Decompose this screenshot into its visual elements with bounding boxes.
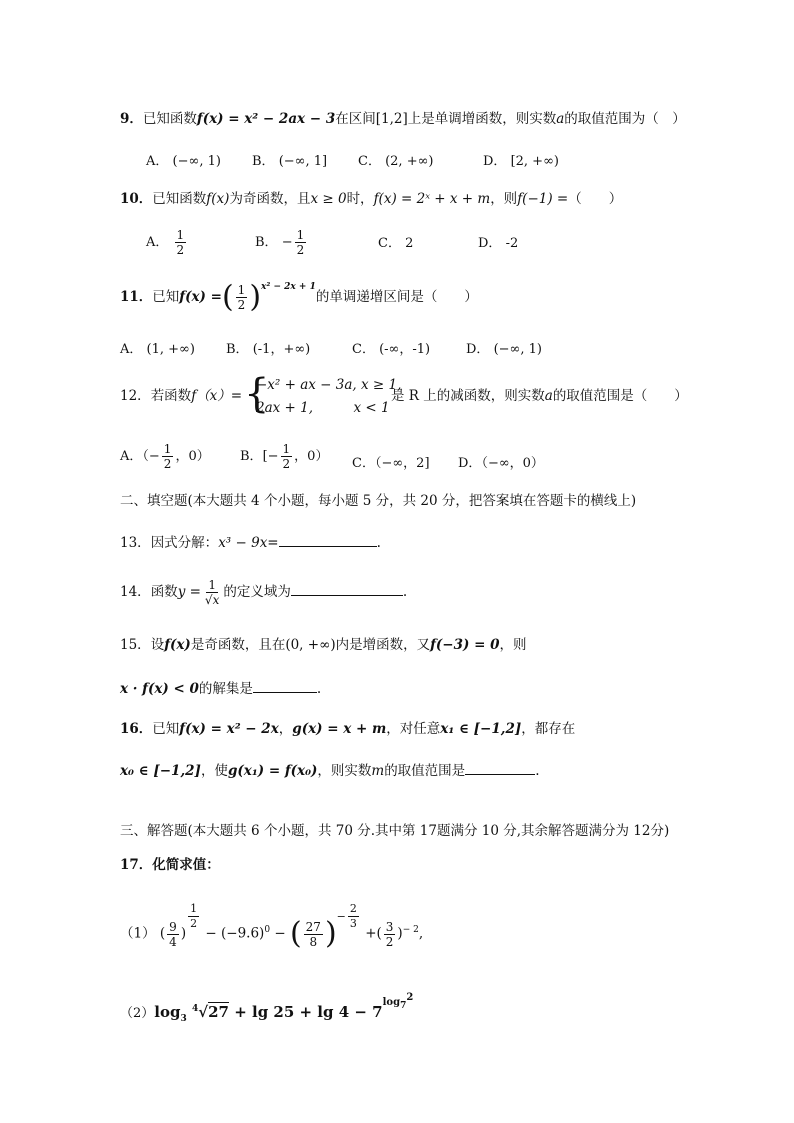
- q17-p1-frac-27-8: $\frac{27}{8}$: [305, 919, 321, 949]
- q10-text-4: ，则: [490, 191, 518, 207]
- q9-text-1: 已知函数: [142, 111, 197, 127]
- q12-brace: {: [244, 371, 270, 417]
- q15-text-3: 内是增函数，又: [335, 637, 431, 653]
- q16-text-6: ，则实数: [317, 763, 372, 779]
- option-label: C．: [378, 236, 401, 251]
- q11-base-fraction: $\frac{1}{2}$: [237, 283, 246, 312]
- q17-p1-exp-0: 0: [264, 925, 271, 935]
- q10-question: [120, 190, 622, 208]
- q9-option-b: [252, 150, 327, 169]
- q14-text-1: 函数: [150, 584, 178, 600]
- q15-period: .: [316, 681, 322, 697]
- q11-option-d: [466, 338, 542, 357]
- q16-equation: g(x₁) = f(x₀): [227, 763, 318, 779]
- section-2-heading: 二、填空题(本大题共 4 个小题，每小题 5 分，共 20 分，把答案填在答题卡的横线上): [120, 493, 637, 509]
- q12-option-d: [458, 452, 544, 471]
- option-value: (1, +∞): [146, 342, 195, 357]
- q12-suffix: [391, 387, 688, 405]
- option-prefix: （−: [142, 449, 160, 464]
- q9-option-d: [483, 150, 559, 169]
- q11-option-b: [226, 338, 310, 357]
- q12-text-3: 的取值范围是（ ）: [552, 388, 688, 404]
- q15-answer-blank[interactable]: [253, 678, 317, 693]
- option-label: B．: [240, 449, 263, 464]
- q12-option-a: [120, 442, 210, 471]
- option-label: D．: [483, 154, 507, 169]
- q17-p1-term-2: − (−9.6): [205, 925, 265, 942]
- q9-interval: [1,2]: [375, 111, 408, 127]
- q12-case-2: 2ax + 1, x < 1: [256, 400, 390, 416]
- q17-p2-log-base: 3: [180, 1014, 187, 1024]
- q16-number: 16．: [120, 721, 153, 737]
- q12-function: f（x）=: [191, 388, 243, 404]
- q17-p2-exp-value: 2: [406, 992, 414, 1003]
- q10-function: f(x): [206, 191, 230, 207]
- q17-p1-frac-3-2: $\frac{3}{2}$: [385, 919, 394, 949]
- q11-function: f(x) =: [179, 289, 222, 305]
- q17-title: 17．化简求值：: [120, 857, 220, 873]
- q11-paren-right: ): [249, 279, 262, 315]
- q10-option-c: [378, 232, 413, 251]
- q15-text-5: 的解集是: [198, 681, 253, 697]
- q16-text-1: 已知: [152, 721, 180, 737]
- option-label: B．: [252, 154, 275, 169]
- q9-text-2: 在区间: [335, 111, 376, 127]
- q10-number: 10．: [120, 191, 153, 207]
- q9-text-3: 上是单调增函数，则实数: [407, 111, 557, 127]
- q15-text-2: 是奇函数，且在: [190, 637, 286, 653]
- option-label: D．: [458, 456, 482, 471]
- q13-text-1: 因式分解：: [150, 535, 219, 551]
- option-label: B．: [255, 235, 278, 250]
- q16-f: f(x) = x² − 2x: [179, 721, 279, 737]
- option-label: D．: [466, 342, 490, 357]
- q17-p2-radicand: 27: [208, 1003, 229, 1021]
- option-label: A．: [120, 449, 143, 464]
- q16-question-line-1: [120, 720, 575, 738]
- q16-text-3: ，对任意: [386, 721, 441, 737]
- q10-option-b-fraction: $\frac{1}{2}$: [296, 228, 305, 257]
- q11-exponent: x² − 2x + 1: [261, 282, 316, 292]
- q11-number: 11．: [120, 289, 153, 305]
- q10-expression: f(x) = 2ˣ + x + m: [373, 191, 491, 207]
- q12-number: 12．: [120, 388, 151, 404]
- q12-case-1: −x² + ax − 3a, x ≥ 1,: [256, 377, 402, 393]
- q17-part-1: （1） ( $\frac{9}{4}$ ) $\frac{1}{2}$ − $(-9.6)^0$ − ( $\frac{27}{8}$ )− $\frac{2}{3}$ +( $\frac{3}{2}$ )$^{- 2}$,: [120, 901, 424, 951]
- q15-number: 15．: [120, 637, 151, 653]
- q10-text-1: 已知函数: [152, 191, 207, 207]
- q15-condition: f(−3) = 0: [430, 637, 500, 653]
- q17-part-2-label: （2）: [120, 1006, 155, 1021]
- q9-question: [120, 110, 686, 128]
- q16-text-5: ，使: [200, 763, 228, 779]
- q9-function: f(x) = x² − 2ax − 3: [196, 111, 336, 127]
- q12-option-a-fraction: $\frac{1}{2}$: [163, 442, 172, 471]
- q16-text-4: ，都存在: [521, 721, 576, 737]
- q14-question: [120, 572, 407, 612]
- q16-var-m: m: [371, 763, 385, 779]
- q11-text-2: 的单调递增区间是（ ）: [315, 289, 478, 305]
- q17-p1-frac-9-4: $\frac{9}{4}$: [169, 919, 177, 949]
- q15-question-line-1: [120, 636, 527, 654]
- q13-question: [120, 532, 381, 552]
- option-suffix: ，0）: [294, 449, 329, 464]
- q10-ask: f(−1) =: [517, 191, 569, 207]
- option-value: (-∞，-1): [379, 342, 431, 357]
- q14-fraction: $\frac{1}{√x}$: [204, 578, 220, 607]
- q12-text-2: 是 R 上的减函数，则实数: [391, 388, 545, 404]
- q17-p2-root-index: 4: [191, 1004, 199, 1014]
- q15-question-line-2: [120, 678, 321, 698]
- q14-answer-blank[interactable]: [291, 581, 403, 596]
- q14-period: .: [402, 584, 408, 600]
- q9-var-a: a: [556, 111, 565, 127]
- q10-text-5: （ ）: [568, 191, 623, 207]
- q17-p1-exp-2-3: $\frac{2}{3}$: [349, 901, 357, 930]
- q14-y: y =: [177, 584, 201, 600]
- option-label: C．: [352, 342, 375, 357]
- q10-text-2: 为奇函数，且: [229, 191, 311, 207]
- q10-condition: x ≥ 0: [310, 191, 347, 207]
- option-value: （−∞，0）: [481, 456, 544, 471]
- option-value: (−∞, 1): [493, 342, 542, 357]
- option-label: A．: [146, 235, 169, 250]
- option-label: A．: [146, 154, 169, 169]
- option-suffix: ，0）: [175, 449, 210, 464]
- option-value: (-1，+∞): [252, 342, 311, 357]
- q14-text-2: 的定义域为: [223, 584, 291, 600]
- q17-p2-exp-log: log: [382, 997, 401, 1008]
- option-label: B．: [226, 342, 249, 357]
- q17-part-2: $(2)\log_3$ $^4√27 + \lg 25 + \lg 4 - 7^{log72}$: [120, 992, 414, 1024]
- q11-option-c: [352, 338, 430, 357]
- q12-option-c: [352, 452, 430, 471]
- q9-option-a: [146, 150, 221, 169]
- q16-answer-blank[interactable]: [465, 760, 535, 775]
- q13-number: 13．: [120, 535, 151, 551]
- q12-prefix: [120, 387, 242, 405]
- q13-period: .: [376, 535, 381, 551]
- q12-option-b: [240, 442, 328, 471]
- q17-p1-exp-neg2: − 2: [402, 925, 419, 935]
- q12-text-1: 若函数: [150, 388, 192, 404]
- q12-option-b-fraction: $\frac{1}{2}$: [282, 442, 291, 471]
- option-label: A．: [120, 342, 143, 357]
- option-value: 2: [405, 236, 414, 251]
- q14-number: 14．: [120, 584, 151, 600]
- q9-option-c: [358, 150, 434, 169]
- q11-option-a: [120, 338, 195, 357]
- option-label: C．: [358, 154, 381, 169]
- q16-question-line-2: [120, 760, 539, 780]
- q10-option-a-fraction: $\frac{1}{2}$: [176, 228, 185, 257]
- q11-paren-left: (: [221, 279, 234, 315]
- q16-g: g(x) = x + m: [292, 721, 387, 737]
- option-value: (−∞, 1): [172, 154, 221, 169]
- q15-function: f(x): [164, 637, 191, 653]
- q17-p1-comma: ,: [418, 925, 424, 942]
- option-value: (−∞, 1]: [278, 154, 328, 169]
- section-3-heading: 三、解答题(本大题共 6 个小题，共 70 分.其中第 17题满分 10 分,其余解答题满分为 12分): [120, 823, 670, 839]
- q9-text-4: 的取值范围为（ ）: [564, 111, 686, 127]
- q17-p2-log: log: [154, 1003, 181, 1021]
- q16-x1: x₁ ∈ [−1,2]: [440, 721, 522, 737]
- q15-interval: (0, +∞): [285, 637, 336, 653]
- q17-p1-minus: −: [274, 925, 286, 942]
- option-value: (2, +∞): [385, 154, 434, 169]
- q16-x0: x₀ ∈ [−1,2]: [120, 763, 201, 779]
- q9-number: 9．: [120, 111, 143, 127]
- option-value: -2: [505, 236, 519, 251]
- q12-var-a: a: [544, 388, 553, 404]
- q10-option-b: B． − $\frac{1}{2}$: [255, 228, 305, 257]
- q17-part-1-label: （1）: [120, 925, 156, 942]
- q13-answer-blank[interactable]: [279, 532, 377, 547]
- q11-text-1: 已知: [152, 289, 180, 305]
- q10-text-3: 时，: [346, 191, 374, 207]
- q17-p2-exp-log-base: 7: [400, 1001, 407, 1011]
- q17-p2-rest: + lg 25 + lg 4 − 7: [234, 1003, 383, 1021]
- option-label: D．: [478, 236, 502, 251]
- option-label: C．: [352, 456, 375, 471]
- q15-inequality: x · f(x) < 0: [120, 681, 199, 697]
- q16-text-7: 的取值范围是: [384, 763, 466, 779]
- option-value: [2, +∞): [510, 154, 559, 169]
- q16-period: .: [535, 763, 540, 779]
- q10-option-a: [146, 228, 188, 257]
- q10-option-d: [478, 232, 518, 251]
- q16-text-2: ，: [278, 721, 293, 737]
- q17-p1-exp-1-2: $\frac{1}{2}$: [190, 901, 198, 930]
- q15-text-1: 设: [150, 637, 165, 653]
- q13-expression: x³ − 9x=: [218, 535, 279, 551]
- q17-p1-plus: +: [365, 925, 377, 942]
- q15-text-4: ，则: [499, 637, 527, 653]
- q11-question: [120, 279, 478, 315]
- option-prefix: [−: [262, 449, 279, 464]
- option-value: （−∞，2]: [374, 456, 430, 471]
